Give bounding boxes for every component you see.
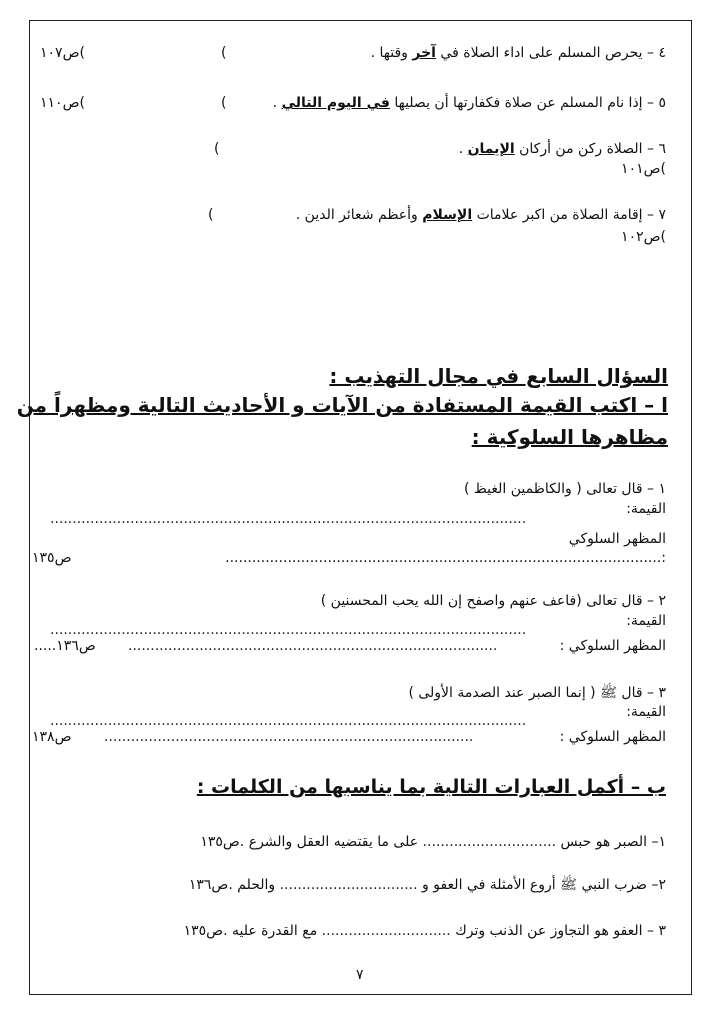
section-heading: السؤال السابع في مجال التهذيب :: [329, 364, 668, 388]
answer-paren[interactable]: (: [214, 141, 220, 157]
statement-text-end: وقتها .: [370, 45, 413, 61]
fill-in-blank[interactable]: .............................: [321, 923, 451, 939]
value-answer-line[interactable]: ...........................................................................................................: [50, 511, 527, 527]
statement-emphasis: الإسلام: [422, 207, 473, 223]
value-answer-line[interactable]: ...........................................................................................................: [50, 713, 527, 729]
behavior-label: المظهر السلوكي :: [559, 729, 666, 745]
behavior-label: المظهر السلوكي :: [559, 638, 666, 654]
value-answer-line[interactable]: ...........................................................................................................: [50, 622, 527, 638]
fill-in-item-3: [184, 922, 666, 940]
value-label: القيمة:: [626, 501, 666, 517]
item-a2-text: ٢ – قال تعالى (فاعف عنهم واصفح إن الله يحب المحسنين ): [320, 593, 666, 609]
fill-in-end: مع القدرة عليه .ص١٣٥: [183, 923, 318, 939]
fill-in-blank[interactable]: ..............................: [422, 834, 557, 850]
page-reference: ص١٣٥: [32, 550, 72, 566]
answer-paren[interactable]: (: [221, 45, 227, 61]
value-label: القيمة:: [626, 613, 666, 629]
statement-text: ٧ – إقامة الصلاة من اكبر علامات: [472, 207, 666, 223]
fill-in-start: ٢– ضرب النبي ﷺ أروع الأمثلة في العفو و: [422, 877, 666, 893]
behavior-answer-line[interactable]: :..................................................................................................: [225, 550, 666, 566]
page-number: ٧: [356, 967, 364, 983]
fill-in-item-2: [189, 876, 666, 894]
statement-text: ٥ – إذا نام المسلم عن صلاة فكفارتها أن يصليها: [389, 95, 666, 111]
statement-4: [371, 44, 666, 62]
statement-text-end: .: [272, 95, 282, 111]
statement-emphasis: آخر: [412, 45, 436, 61]
statement-text: ٦ – الصلاة ركن من أركان: [514, 141, 666, 157]
page-reference: )ص١١٠: [40, 95, 85, 111]
fill-in-blank[interactable]: ...............................: [279, 877, 418, 893]
fill-in-end: والحلم .ص١٣٦: [188, 877, 276, 893]
part-a-instruction-line2: مظاهرها السلوكية :: [471, 425, 668, 449]
page-reference: ص١٣٦.....: [34, 638, 96, 654]
answer-paren[interactable]: (: [221, 95, 227, 111]
behavior-label: المظهر السلوكي: [568, 531, 666, 547]
fill-in-end: على ما يقتضيه العقل والشرع .ص١٣٥: [200, 834, 419, 850]
fill-in-start: ٣ – العفو هو التجاوز عن الذنب وترك: [455, 923, 666, 939]
statement-text-end: وأعظم شعائر الدين .: [295, 207, 423, 223]
page-reference: )ص١٠٢: [621, 229, 666, 245]
part-a-instruction-line1: ا – اكتب القيمة المستفادة من الآيات و الأحاديث التالية ومظهراً من: [16, 393, 668, 417]
fill-in-start: ١– الصبر هو حبس: [560, 834, 666, 850]
statement-text: ٤ – يحرص المسلم على اداء الصلاة في: [435, 45, 666, 61]
fill-in-item-1: [200, 833, 666, 851]
answer-paren[interactable]: (: [208, 207, 214, 223]
statement-7: [296, 206, 666, 224]
page-reference: )ص١٠٧: [40, 45, 85, 61]
item-a1-text: ١ – قال تعالى ( والكاظمين الغيظ ): [463, 481, 666, 497]
item-a3-text: ٣ – قال ﷺ ( إنما الصبر عند الصدمة الأولى ): [408, 685, 666, 701]
statement-6: [459, 140, 666, 158]
statement-text-end: .: [458, 141, 468, 157]
behavior-answer-line[interactable]: ...................................................................................: [104, 729, 474, 745]
part-b-heading: ب – أكمل العبارات التالية بما يناسبها من الكلمات :: [196, 776, 666, 798]
statement-emphasis: الإيمان: [467, 141, 515, 157]
page-reference: ص١٣٨: [32, 729, 72, 745]
value-label: القيمة:: [626, 704, 666, 720]
behavior-answer-line[interactable]: ...................................................................................: [128, 638, 498, 654]
statement-5: [273, 94, 666, 112]
page-reference: )ص١٠١: [621, 161, 666, 177]
statement-emphasis: في اليوم التالي: [281, 95, 390, 111]
